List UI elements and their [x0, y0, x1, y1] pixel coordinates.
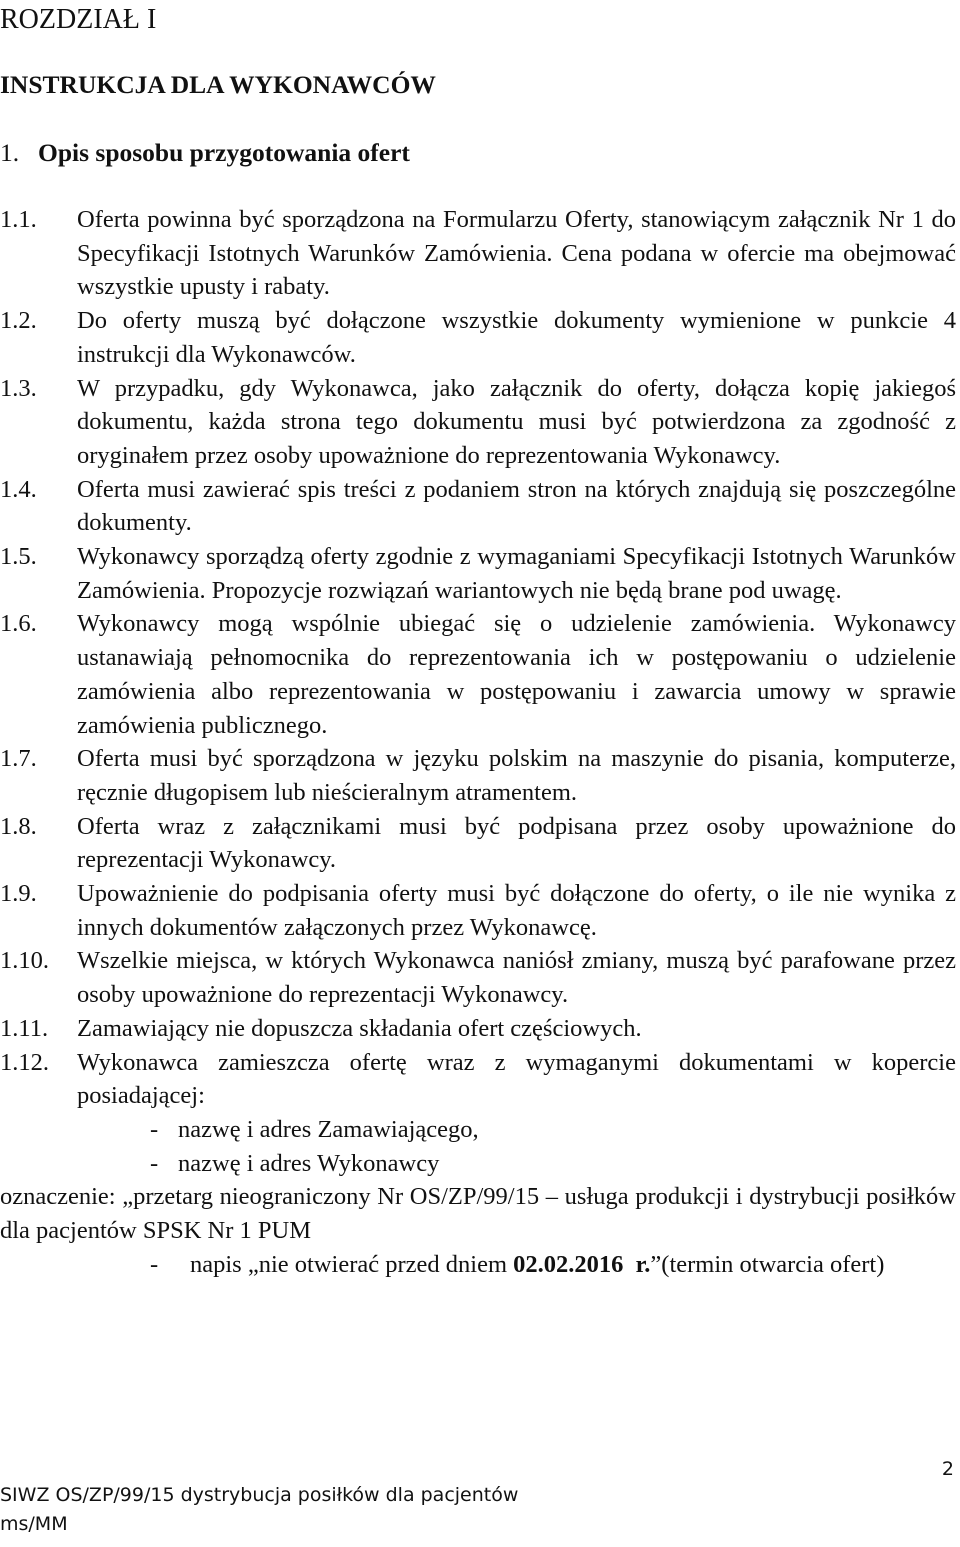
- list-item: [0, 203, 956, 304]
- page-number: 2: [941, 1458, 954, 1480]
- footer-line-2: ms/MM: [0, 1513, 68, 1535]
- item-text: Wykonawcy mogą wspólnie ubiegać się o udzielenie zamówienia. Wykonawcy ustanawiają pełnomocnika do reprezentowania ich w postępowaniu o udzielenie zamówienia albo reprezentowania w postępowaniu i zawarcia umowy w sprawie zamówienia publicznego.: [77, 610, 956, 739]
- item-text: Oferta wraz z załącznikami musi być podpisana przez osoby upoważnione do reprezentacji Wykonawcy.: [77, 812, 956, 874]
- dash-marker: -: [150, 1250, 159, 1278]
- envelope-item-text: nazwę i adres Zamawiającego,: [178, 1115, 479, 1143]
- item-number: 1.4.: [0, 475, 37, 503]
- inscription-text: napis „nie otwierać przed dniem: [190, 1250, 514, 1278]
- list-item: [0, 1012, 956, 1046]
- item-number: 1.9.: [0, 880, 37, 908]
- section-number: 1.: [0, 138, 20, 167]
- footer: [0, 1481, 518, 1539]
- item-text: Oferta powinna być sporządzona na Formularzu Oferty, stanowiącym załącznik Nr 1 do Specyfikacji Istotnych Warunków Zamówienia. Cena podana w ofercie ma obejmować wszystkie upusty i rabaty.: [77, 206, 956, 301]
- opening-date: 02.02.2016: [513, 1250, 624, 1278]
- inscription-note: ”(termin otwarcia ofert): [650, 1250, 885, 1278]
- item-number: 1.5.: [0, 543, 37, 571]
- item-number: 1.2.: [0, 307, 37, 335]
- list-item: [0, 877, 956, 944]
- list-item: [0, 944, 956, 1011]
- item-number: 1.11.: [0, 1014, 49, 1042]
- item-text: Do oferty muszą być dołączone wszystkie dokumenty wymienione w punkcie 4 instrukcji dla Wykonawców.: [77, 307, 956, 368]
- item-text: Wykonawcy sporządzą oferty zgodnie z wymaganiami Specyfikacji Istotnych Warunków Zamówienia. Propozycje rozwiązań wariantowych nie będą brane pod uwagę.: [77, 543, 956, 604]
- envelope-item: [0, 1147, 956, 1181]
- envelope-marking: oznaczenie: „przetarg nieograniczony Nr OS/ZP/99/15 – usługa produkcji i dystrybucji posiłków dla pacjentów SPSK Nr 1 PUM: [0, 1183, 956, 1245]
- list-item: [0, 473, 956, 540]
- envelope-inscription: [0, 1248, 956, 1282]
- item-text: Wszelkie miejsca, w których Wykonawca naniósł zmiany, muszą być parafowane przez osoby upoważnione do reprezentacji Wykonawcy.: [77, 947, 956, 1009]
- section-title-text: Opis sposobu przygotowania ofert: [38, 138, 410, 167]
- list-item: [0, 810, 956, 877]
- item-number: 1.7.: [0, 745, 37, 773]
- item-text: Oferta musi być sporządzona w języku polskim na maszynie do pisania, komputerze, ręcznie długopisem lub nieścieralnym atramentem.: [77, 745, 956, 806]
- list-item: [0, 1046, 956, 1113]
- item-text: Upoważnienie do podpisania oferty musi być dołączone do oferty, o ile nie wynika z innych dokumentów załączonych przez Wykonawcę.: [77, 880, 956, 941]
- dash-marker: -: [150, 1115, 159, 1143]
- item-number: 1.8.: [0, 812, 37, 840]
- inscription-gap: [623, 1251, 635, 1278]
- dash-marker: -: [150, 1149, 159, 1177]
- chapter-title: ROZDZIAŁ I: [0, 4, 157, 35]
- envelope-item: [0, 1113, 956, 1147]
- list-item: [0, 304, 956, 371]
- item-number: 1.10.: [0, 947, 49, 975]
- item-number: 1.3.: [0, 374, 37, 402]
- list-item: [0, 742, 956, 809]
- instruction-list: [0, 203, 956, 1282]
- list-item: [0, 372, 956, 473]
- list-item: [0, 607, 956, 742]
- page-heading: INSTRUKCJA DLA WYKONAWCÓW: [0, 70, 436, 99]
- footer-line-1: SIWZ OS/ZP/99/15 dystrybucja posiłków dla pacjentów: [0, 1484, 519, 1506]
- item-number: 1.6.: [0, 610, 37, 638]
- item-text: Oferta musi zawierać spis treści z podaniem stron na których znajdują się poszczególne dokumenty.: [77, 475, 956, 537]
- item-text: W przypadku, gdy Wykonawca, jako załącznik do oferty, dołącza kopię jakiegoś dokumentu, każda strona tego dokumentu musi być potwierdzona za zgodność z oryginałem przez osoby upoważnione do reprezentowania Wykonawcy.: [77, 374, 956, 469]
- envelope-item-text: nazwę i adres Wykonawcy: [178, 1149, 440, 1177]
- item-text: Zamawiający nie dopuszcza składania ofert częściowych.: [77, 1014, 642, 1042]
- list-item: [0, 540, 956, 607]
- section-title: [0, 136, 410, 170]
- item-text: Wykonawca zamieszcza ofertę wraz z wymaganymi dokumentami w kopercie posiadającej:: [77, 1048, 956, 1110]
- year-abbrev: r.: [635, 1250, 651, 1278]
- item-number: 1.12.: [0, 1048, 49, 1076]
- item-number: 1.1.: [0, 206, 37, 233]
